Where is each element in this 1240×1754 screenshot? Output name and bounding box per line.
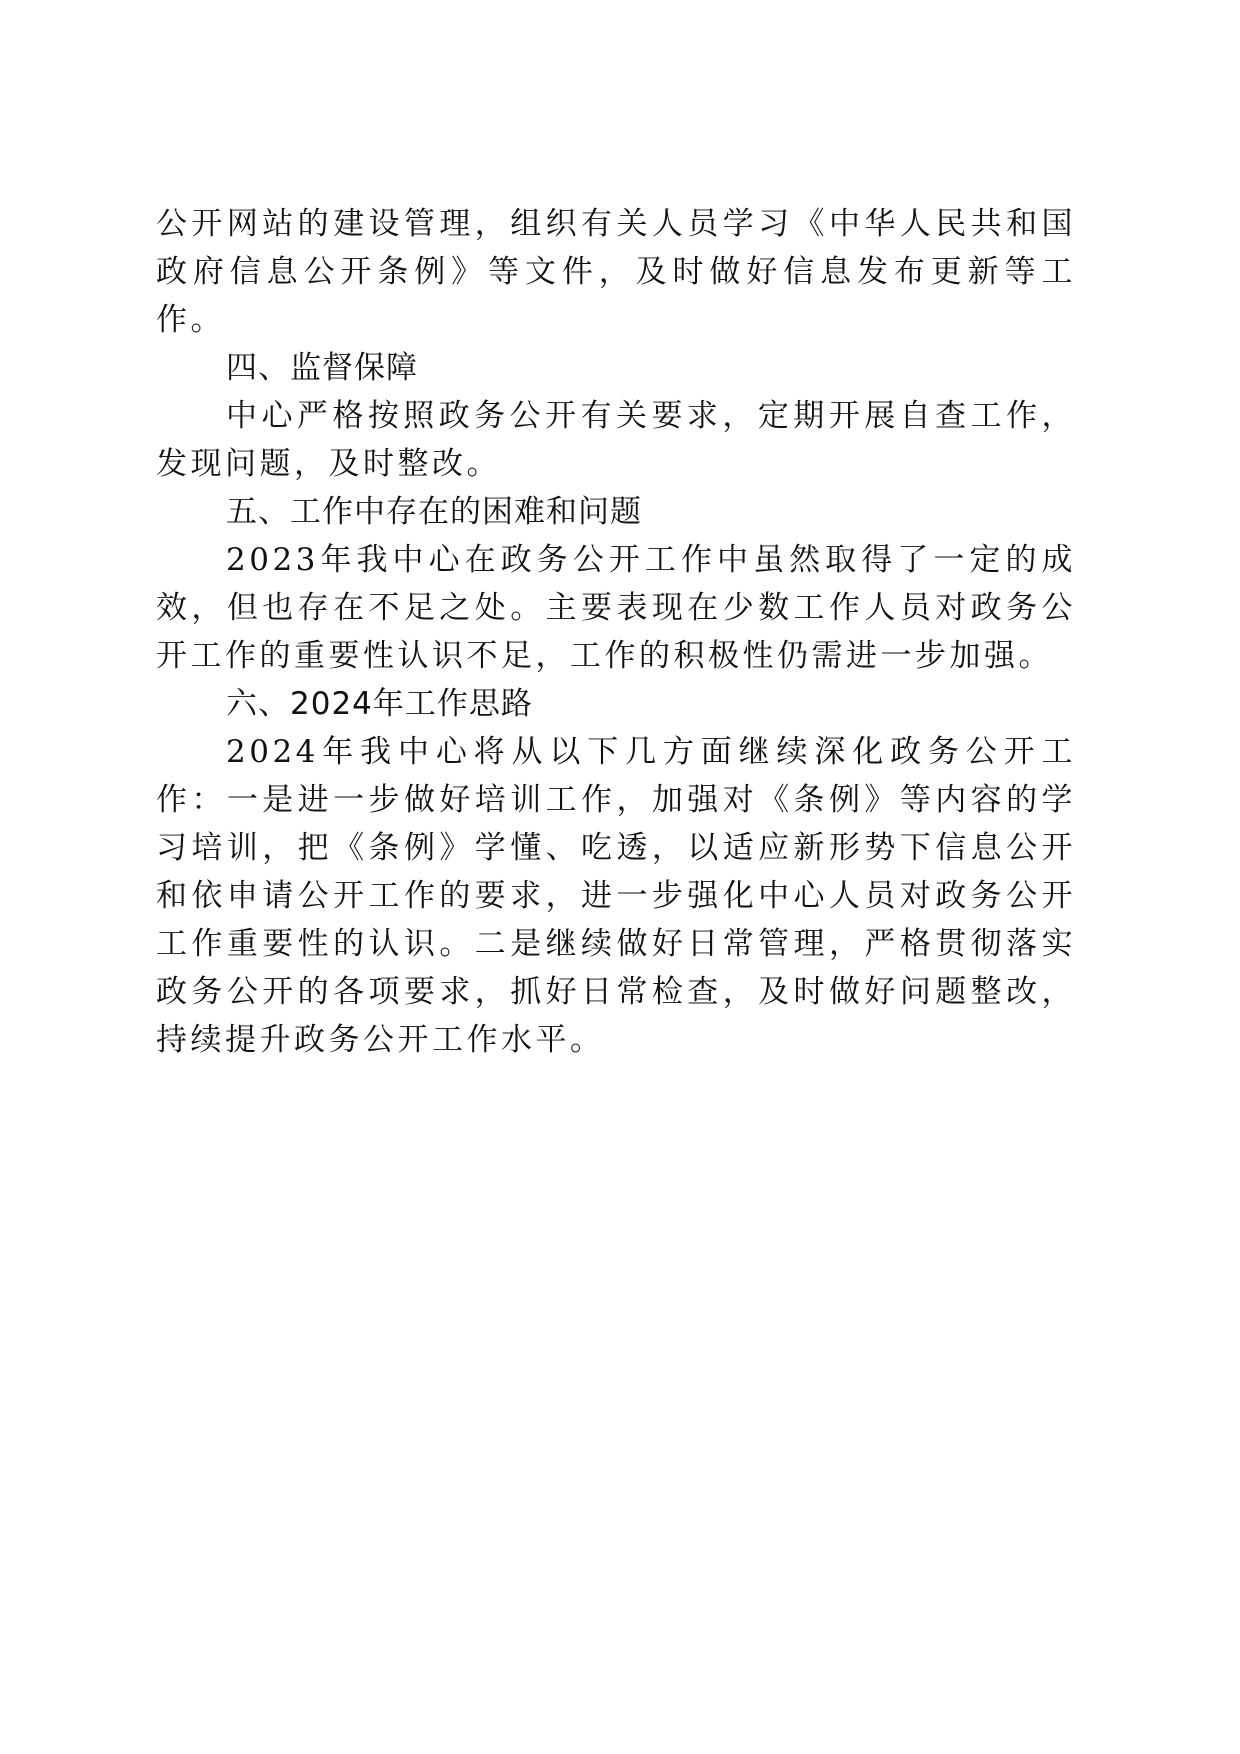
section-heading-supervision: 四、监督保障 [226, 350, 418, 386]
body-paragraph-supervision: 中心严格按照政务公开有关要求，定期开展自查工作，发现问题，及时整改。 [156, 398, 1076, 482]
document-body [156, 200, 1076, 1064]
body-paragraph-problems: 2023年我中心在政务公开工作中虽然取得了一定的成效，但也存在不足之处。主要表现在少数工作人员对政务公开工作的重要性认识不足，工作的积极性仍需进一步加强。 [156, 542, 1076, 674]
section-heading-plan: 六、2024年工作思路 [226, 686, 533, 722]
body-paragraph-continued: 公开网站的建设管理，组织有关人员学习《中华人民共和国政府信息公开条例》等文件，及时做好信息发布更新等工作。 [156, 206, 1076, 338]
body-paragraph-plan: 2024年我中心将从以下几方面继续深化政务公开工作：一是进一步做好培训工作，加强对《条例》等内容的学习培训，把《条例》学懂、吃透，以适应新形势下信息公开和依申请公开工作的要求，进一步强化中心人员对政务公开工作重要性的认识。二是继续做好日常管理，严格贯彻落实政务公开的各项要求，抓好日常检查，及时做好问题整改，持续提升政务公开工作水平。 [156, 734, 1076, 1058]
section-heading-problems: 五、工作中存在的困难和问题 [226, 494, 642, 530]
